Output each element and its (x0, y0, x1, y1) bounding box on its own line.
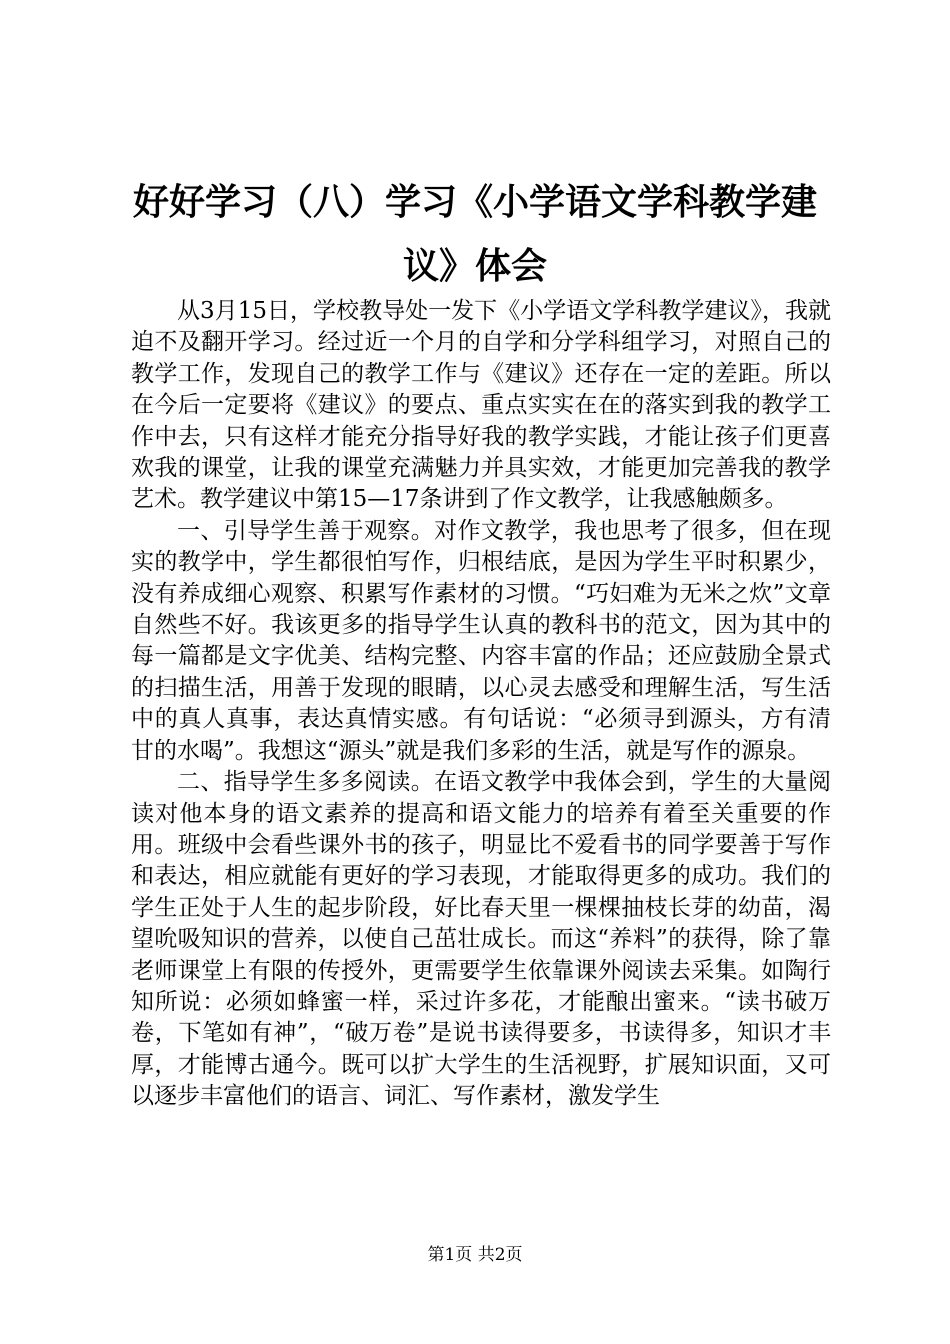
paragraph-observation: 一、引导学生善于观察。对作文教学，我也思考了很多，但在现实的教学中，学生都很怕写作，归根结底，是因为学生平时积累少，没有养成细心观察、积累写作素材的习惯。“巧妇难为无米之炊”文章自然些不好。我该更多的指导学生认真的教科书的范文，因为其中的每一篇都是文字优美、结构完整、内容丰富的作品；还应鼓励全景式的扫描生活，用善于发现的眼睛，以心灵去感受和理解生活，写生活中的真人真事，表达真情实感。有句话说：“必须寻到源头，方有清甘的水喝”。我想这“源头”就是我们多彩的生活，就是写作的源泉。 (131, 517, 831, 764)
page-number-footer: 第1页 共2页 (427, 1245, 523, 1265)
paragraph-intro: 从3月15日，学校教导处一发下《小学语文学科教学建议》，我就迫不及翻开学习。经过近一个月的自学和分学科组学习，对照自己的教学工作，发现自己的教学工作与《建议》还存在一定的差距。所以在今后一定要将《建议》的要点、重点实实在在的落实到我的教学工作中去，只有这样才能充分指导好我的教学实践，才能让孩子们更喜欢我的课堂，让我的课堂充满魅力并具实效，才能更加完善我的教学艺术。教学建议中第15—17条讲到了作文教学，让我感触颇多。 (131, 298, 831, 513)
paragraph-reading: 二、指导学生多多阅读。在语文教学中我体会到，学生的大量阅读对他本身的语文素养的提高和语文能力的培养有着至关重要的作用。班级中会看些课外书的孩子，明显比不爱看书的同学要善于写作和表达，相应就能有更好的学习表现，才能取得更多的成功。我们的学生正处于人生的起步阶段，好比春天里一棵棵抽枝长芽的幼苗，渴望吮吸知识的营养，以使自己茁壮成长。而这“养料”的获得，除了靠老师课堂上有限的传授外，更需要学生依靠课外阅读去采集。如陶行知所说：必须如蜂蜜一样，采过许多花，才能酿出蜜来。“读书破万卷，下笔如有神”，“破万卷”是说书读得要多，书读得多，知识才丰厚，才能博古通今。既可以扩大学生的生活视野，扩展知识面，又可以逐步丰富他们的语言、词汇、写作素材，激发学生 (131, 769, 831, 1110)
document-title: 好好学习（八）学习《小学语文学科教学建议》体会 (132, 181, 817, 287)
document-body (131, 296, 831, 1113)
